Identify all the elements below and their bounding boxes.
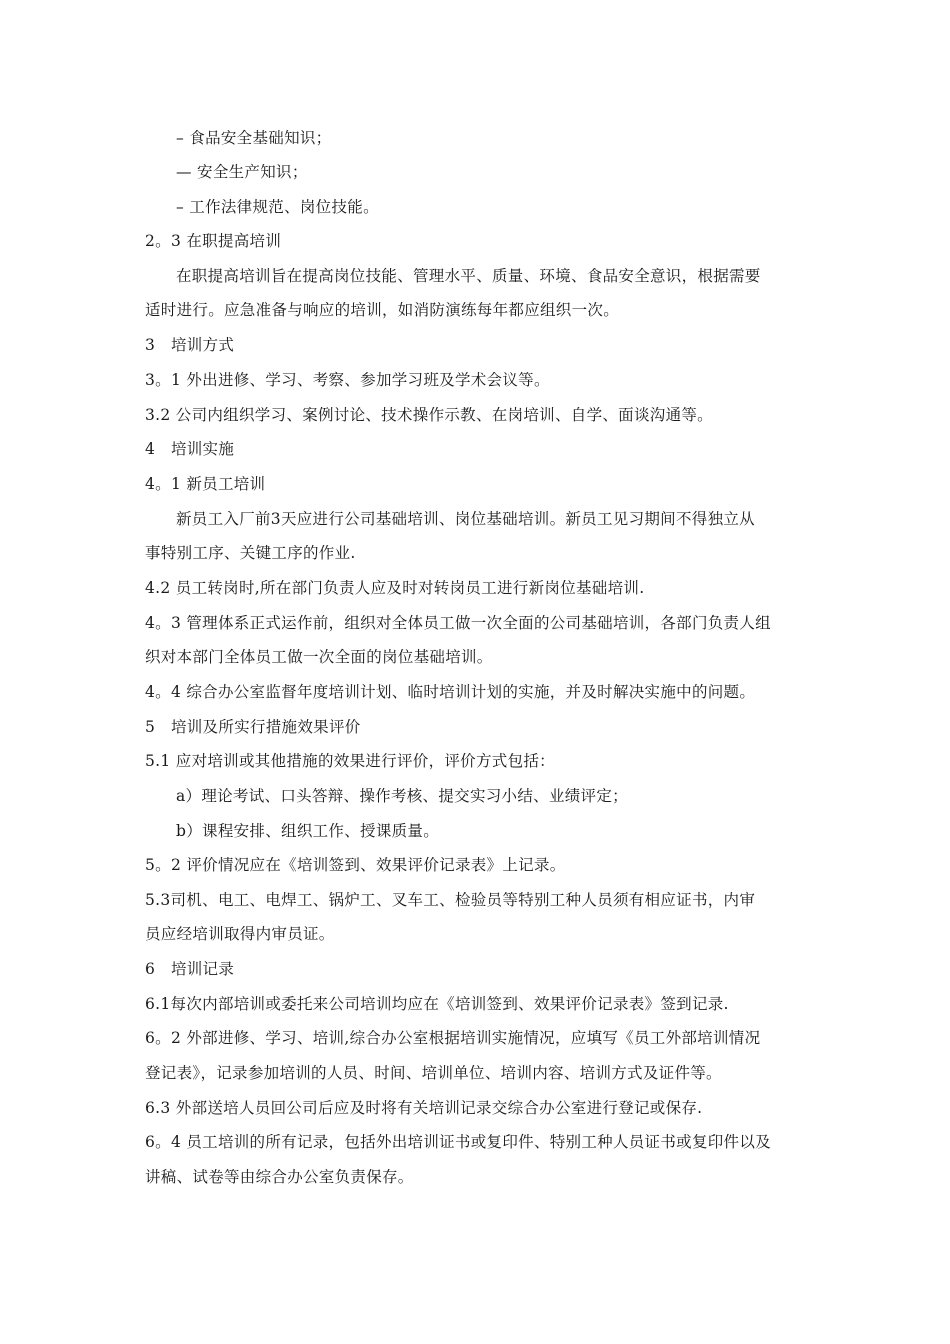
text-line: 3.2 公司内组织学习、案例讨论、技术操作示教、在岗培训、自学、面谈沟通等。 xyxy=(145,406,713,424)
section-heading: 4 培训实施 xyxy=(145,440,235,458)
text-line: 6.3 外部送培人员回公司后应及时将有关培训记录交综合办公室进行登记或保存. xyxy=(145,1099,703,1117)
section-heading: 4。1 新员工培训 xyxy=(145,475,266,493)
section-heading: 3 培训方式 xyxy=(145,336,235,354)
text-line: 员应经培训取得内审员证。 xyxy=(145,925,335,943)
text-line: 3。1 外出进修、学习、考察、参加学习班及学术会议等。 xyxy=(145,371,550,389)
text-line: — 安全生产知识； xyxy=(176,163,308,181)
text-line: 4.2 员工转岗时,所在部门负责人应及时对转岗员工进行新岗位基础培训. xyxy=(145,579,645,597)
text-line: 4。4 综合办公室监督年度培训计划、临时培训计划的实施，并及时解决实施中的问题。 xyxy=(145,683,756,701)
text-line: 6。4 员工培训的所有记录，包括外出培训证书或复印件、特别工种人员证书或复印件以及 xyxy=(145,1133,771,1151)
text-line: 5.1 应对培训或其他措施的效果进行评价，评价方式包括： xyxy=(145,752,555,770)
section-heading: 2。3 在职提高培训 xyxy=(145,232,282,250)
section-heading: 5 培训及所实行措施效果评价 xyxy=(145,718,361,736)
text-line: – 食品安全基础知识； xyxy=(176,129,332,147)
text-line: 织对本部门全体员工做一次全面的岗位基础培训。 xyxy=(145,648,493,666)
text-line: 适时进行。应急准备与响应的培训，如消防演练每年都应组织一次。 xyxy=(145,301,620,319)
text-line: 5。2 评价情况应在《培训签到、效果评价记录表》上记录。 xyxy=(145,856,566,874)
list-item: a）理论考试、口头答辩、操作考核、提交实习小结、业绩评定； xyxy=(176,787,628,805)
text-line: 在职提高培训旨在提高岗位技能、管理水平、质量、环境、食品安全意识，根据需要 xyxy=(176,267,761,285)
text-line: 新员工入厂前3天应进行公司基础培训、岗位基础培训。新员工见习期间不得独立从 xyxy=(176,510,755,528)
text-line: 5.3司机、电工、电焊工、锅炉工、叉车工、检验员等特别工种人员须有相应证书，内审 xyxy=(145,891,756,909)
text-line: 登记表》，记录参加培训的人员、时间、培训单位、培训内容、培训方式及证件等。 xyxy=(145,1064,722,1082)
text-line: 6.1每次内部培训或委托来公司培训均应在《培训签到、效果评价记录表》签到记录. xyxy=(145,995,729,1013)
list-item: b）课程安排、组织工作、授课质量。 xyxy=(176,822,440,840)
text-line: 6。2 外部进修、学习、培训,综合办公室根据培训实施情况，应填写《员工外部培训情况 xyxy=(145,1029,761,1047)
text-line: 4。3 管理体系正式运作前，组织对全体员工做一次全面的公司基础培训，各部门负责人组 xyxy=(145,614,771,632)
text-line: 事特别工序、关键工序的作业. xyxy=(145,544,356,562)
text-line: 讲稿、试卷等由综合办公室负责保存。 xyxy=(145,1168,414,1186)
text-line: – 工作法律规范、岗位技能。 xyxy=(176,198,379,216)
section-heading: 6 培训记录 xyxy=(145,960,235,978)
